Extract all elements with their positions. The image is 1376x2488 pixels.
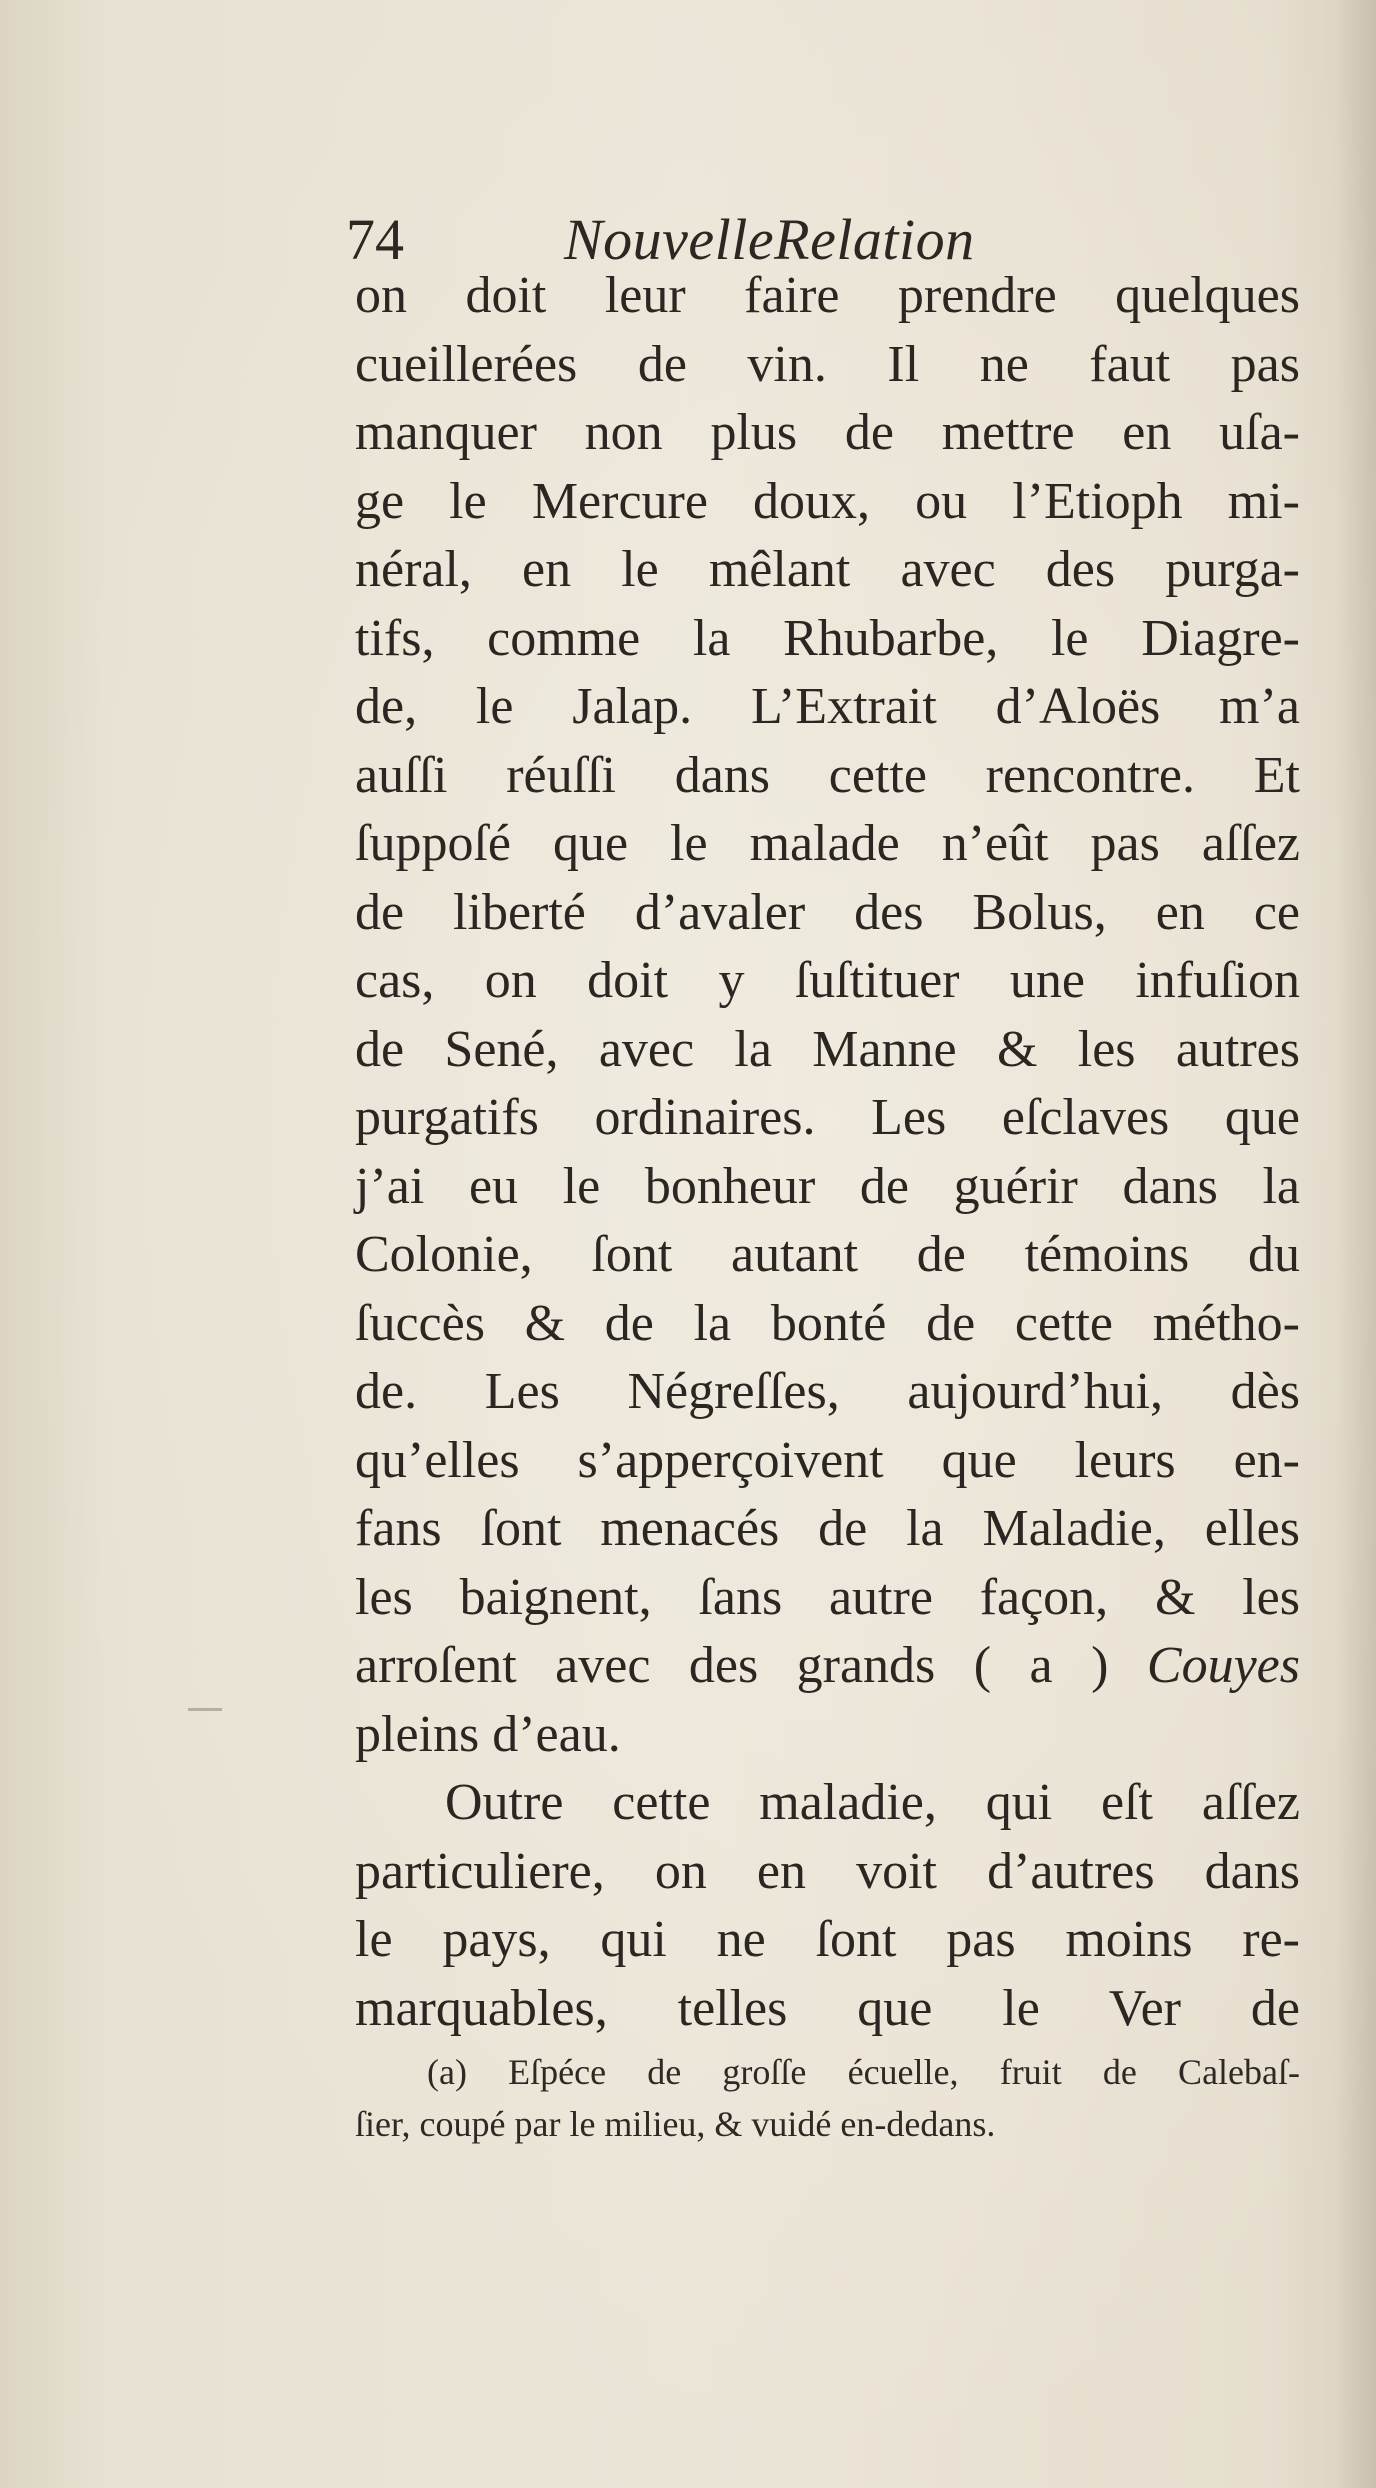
text-line: ſuccès & de la bonté de cette métho-	[355, 1294, 1300, 1352]
text-line: qu’elles s’apperçoivent que leurs en-	[355, 1431, 1300, 1489]
text-line: pleins d’eau.	[355, 1705, 621, 1763]
margin-mark	[188, 1708, 222, 1711]
text-line: marquables, telles que le Ver de	[355, 1979, 1300, 2037]
footnote-line: ſier, coupé par le milieu, & vuidé en-dedans.	[355, 2104, 996, 2144]
text-line: cas, on doit y ſuſtituer une infuſion	[355, 952, 1300, 1009]
paragraph-start-line: Outre cette maladie, qui eſt aſſez	[445, 1774, 1300, 1831]
text-line: les baignent, ſans autre façon, & les	[355, 1568, 1300, 1626]
text-line: cueillerées de vin. Il ne faut pas	[355, 335, 1300, 393]
text-line: de, le Jalap. L’Extrait d’Aloës m’a	[355, 678, 1300, 735]
text-line: manquer non plus de mettre en uſa-	[355, 404, 1300, 461]
text-line: particuliere, on en voit d’autres dans	[355, 1842, 1300, 1900]
footnote-line: (a) Eſpéce de groſſe écuelle, fruit de Calebaſ-	[427, 2052, 1300, 2092]
text-line: fans ſont menacés de la Maladie, elles	[355, 1500, 1300, 1557]
text-line: de Sené, avec la Manne & les autres	[355, 1020, 1300, 1078]
text-line: ge le Mercure doux, ou l’Etioph mi-	[355, 472, 1300, 530]
text-line: de liberté d’avaler des Bolus, en ce	[355, 883, 1300, 941]
page-edge-shadow	[1336, 0, 1376, 2488]
text-line: ſuppoſé que le malade n’eût pas aſſez	[355, 815, 1300, 872]
text-line: néral, en le mêlant avec des purga-	[355, 541, 1300, 598]
text-line: auſſi réuſſi dans cette rencontre. Et	[355, 746, 1300, 804]
page-number: 74	[346, 207, 404, 272]
text-fragment: arroſent avec des grands ( a )	[355, 1637, 1147, 1694]
text-line: j’ai eu le bonheur de guérir dans la	[355, 1157, 1300, 1215]
main-text	[355, 262, 1300, 2043]
footnote	[355, 2046, 1300, 2150]
text-line: Colonie, ſont autant de témoins du	[355, 1226, 1300, 1283]
text-line-with-couyes	[355, 1632, 1300, 1701]
text-line: le pays, qui ne ſont pas moins re-	[355, 1911, 1300, 1968]
text-line: tifs, comme la Rhubarbe, le Diagre-	[355, 609, 1300, 667]
text-line: on doit leur faire prendre quelques	[355, 267, 1300, 324]
text-line: purgatifs ordinaires. Les eſclaves que	[355, 1089, 1300, 1146]
couyes-term: Couyes	[1146, 1637, 1300, 1694]
text-line: de. Les Négreſſes, aujourd’hui, dès	[355, 1363, 1300, 1420]
running-title: NouvelleRelation	[564, 207, 975, 272]
